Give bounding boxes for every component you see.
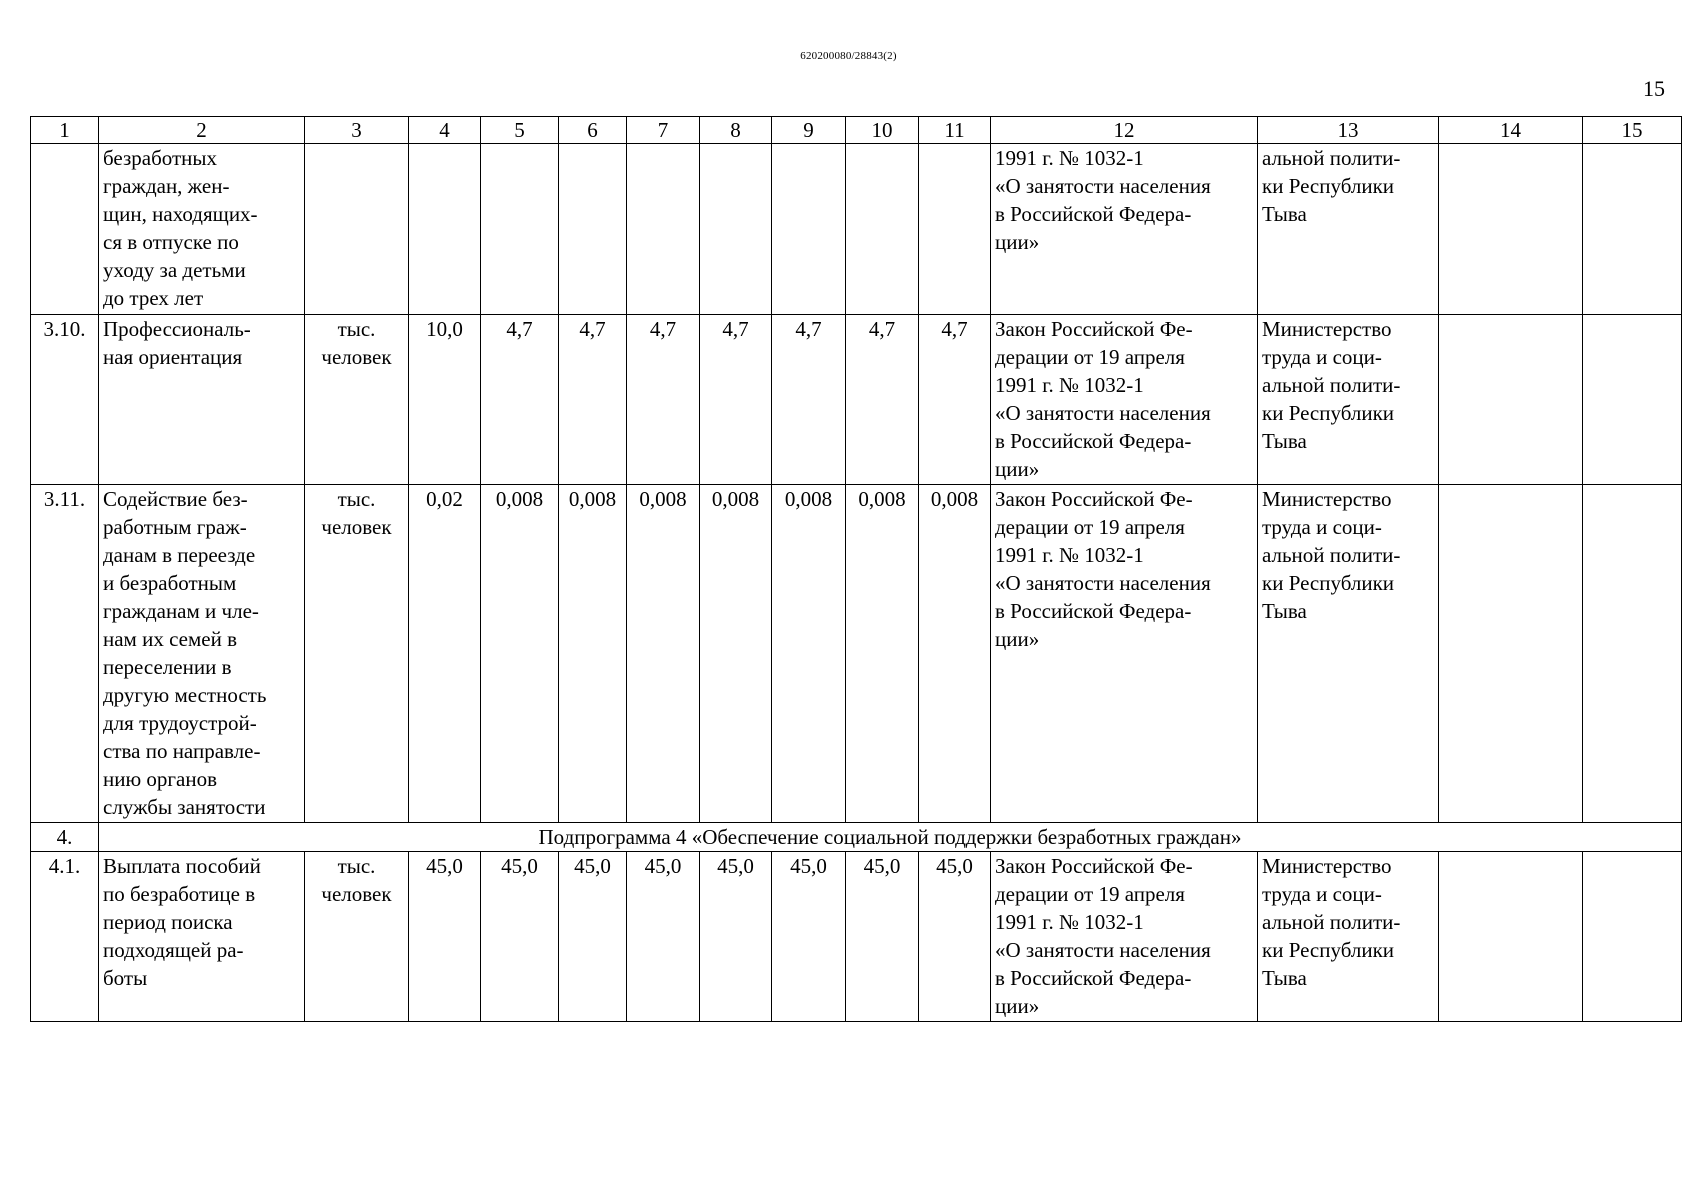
row-value: 4,7 [700, 315, 772, 485]
row-unit: тыс. человек [305, 852, 409, 1022]
row-value: 45,0 [919, 852, 991, 1022]
column-header: 7 [627, 117, 700, 144]
subprogram-row [31, 823, 1682, 852]
program-table [30, 116, 1682, 1022]
column-header: 3 [305, 117, 409, 144]
row-value: 4,7 [481, 315, 559, 485]
row-executor: альной полити- ки Республики Тыва [1258, 144, 1439, 315]
row-number: 4. [31, 823, 99, 852]
column-header: 12 [991, 117, 1258, 144]
row-number [31, 144, 99, 315]
row-value: 45,0 [700, 852, 772, 1022]
row-value: 45,0 [481, 852, 559, 1022]
table-row [31, 315, 1682, 485]
column-header: 1 [31, 117, 99, 144]
row-name: Профессиональ- ная ориентация [99, 315, 305, 485]
row-value: 4,7 [772, 315, 846, 485]
row-value: 0,008 [919, 485, 991, 823]
row-name: безработных граждан, жен- щин, находящих- ся в отпуске по уходу за детьми до трех лет [99, 144, 305, 315]
column-header: 5 [481, 117, 559, 144]
row-unit: тыс. человек [305, 485, 409, 823]
row-value: 45,0 [627, 852, 700, 1022]
table-row-continuation [31, 144, 1682, 315]
table-row [31, 485, 1682, 823]
row-value: 0,008 [559, 485, 627, 823]
row-number: 3.11. [31, 485, 99, 823]
row-value: 0,008 [700, 485, 772, 823]
column-header: 4 [409, 117, 481, 144]
row-number: 3.10. [31, 315, 99, 485]
row-value: 0,008 [627, 485, 700, 823]
column-header: 11 [919, 117, 991, 144]
row-value: 45,0 [409, 852, 481, 1022]
row-value: 0,02 [409, 485, 481, 823]
row-value: 4,7 [559, 315, 627, 485]
row-executor: Министерство труда и соци- альной полити- ки Республики Тыва [1258, 852, 1439, 1022]
row-value: 4,7 [846, 315, 919, 485]
column-header: 14 [1439, 117, 1583, 144]
column-number-row [31, 117, 1682, 144]
column-header: 9 [772, 117, 846, 144]
row-value: 45,0 [772, 852, 846, 1022]
column-header: 15 [1583, 117, 1682, 144]
row-name: Содействие без- работным граж- данам в переезде и безработным гражданам и чле- нам их семей в переселении в другую местность для трудоустрой- ства по направле- нию органов службы занятости [99, 485, 305, 823]
row-law: 1991 г. № 1032-1 «О занятости населения в Российской Федера- ции» [991, 144, 1258, 315]
row-value: 4,7 [919, 315, 991, 485]
document-id: 620200080/28843(2) [800, 50, 897, 62]
row-value: 45,0 [559, 852, 627, 1022]
row-executor: Министерство труда и соци- альной полити- ки Республики Тыва [1258, 315, 1439, 485]
row-name: Выплата пособий по безработице в период поиска подходящей ра- боты [99, 852, 305, 1022]
row-value: 4,7 [627, 315, 700, 485]
row-law: Закон Российской Фе- дерации от 19 апреля 1991 г. № 1032-1 «О занятости населения в Российской Федера- ции» [991, 852, 1258, 1022]
table-row [31, 852, 1682, 1022]
row-unit: тыс. человек [305, 315, 409, 485]
row-law: Закон Российской Фе- дерации от 19 апреля 1991 г. № 1032-1 «О занятости населения в Российской Федера- ции» [991, 485, 1258, 823]
row-number: 4.1. [31, 852, 99, 1022]
row-value: 0,008 [846, 485, 919, 823]
row-value: 0,008 [481, 485, 559, 823]
column-header: 2 [99, 117, 305, 144]
row-value: 45,0 [846, 852, 919, 1022]
row-value: 10,0 [409, 315, 481, 485]
column-header: 13 [1258, 117, 1439, 144]
row-value: 0,008 [772, 485, 846, 823]
row-executor: Министерство труда и соци- альной полити- ки Республики Тыва [1258, 485, 1439, 823]
column-header: 10 [846, 117, 919, 144]
row-law: Закон Российской Фе- дерации от 19 апреля 1991 г. № 1032-1 «О занятости населения в Российской Федера- ции» [991, 315, 1258, 485]
column-header: 6 [559, 117, 627, 144]
page-number: 15 [1643, 76, 1665, 101]
column-header: 8 [700, 117, 772, 144]
subprogram-title: Подпрограмма 4 «Обеспечение социальной поддержки безработных граждан» [99, 823, 1682, 852]
